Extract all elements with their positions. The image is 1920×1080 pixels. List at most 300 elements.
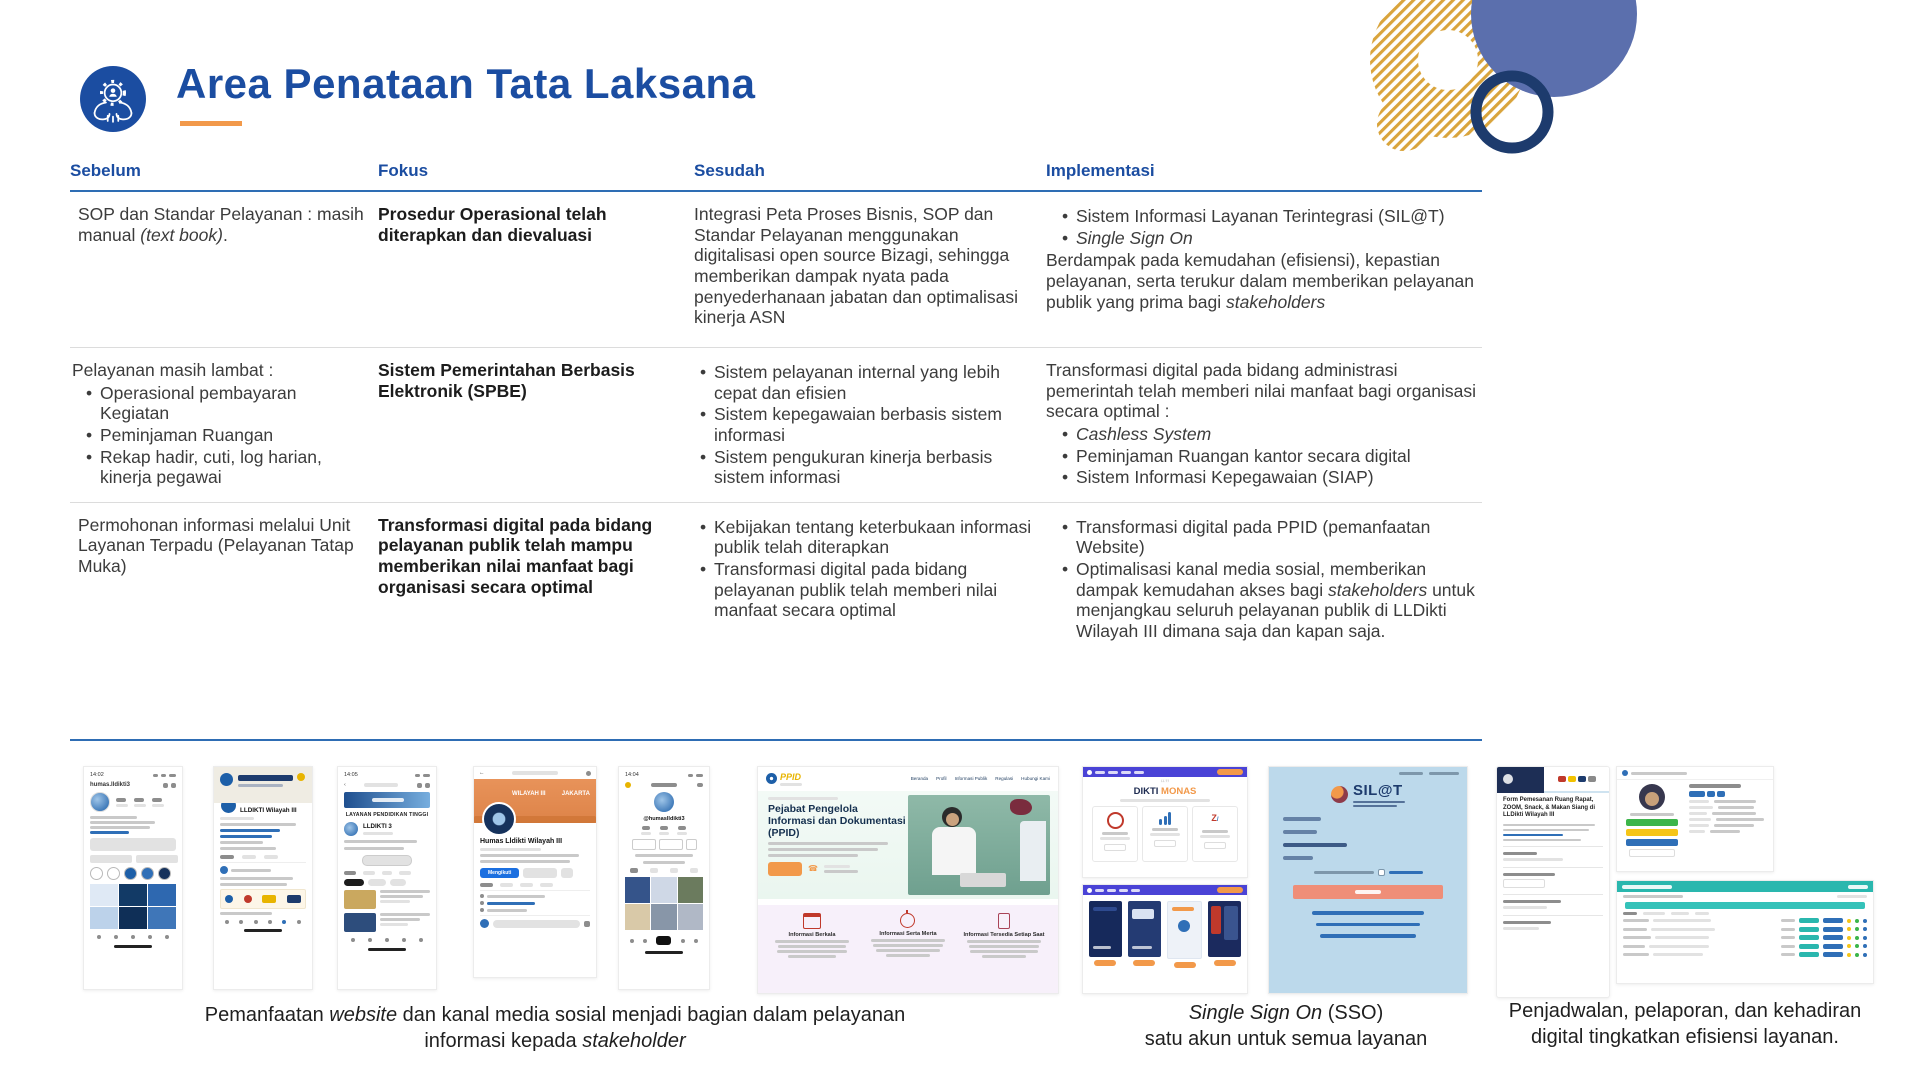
placeholder-bar: ‹ — [344, 782, 346, 788]
placeholder-bar — [268, 920, 272, 924]
placeholder-bar — [1095, 889, 1104, 892]
placeholder-bar — [364, 783, 398, 787]
table-header-row — [70, 161, 1482, 192]
placeholder-bar — [297, 920, 301, 924]
placeholder-bar: Transformasi digital pada bidang pelayanan publik telah mampu memberikan nilai manfaat bagi organisasi secara optimal — [378, 514, 653, 597]
placeholder-bar — [1107, 889, 1116, 892]
instagram-avatar — [90, 792, 110, 812]
placeholder-bar — [1558, 776, 1566, 782]
placeholder-bar — [1429, 772, 1459, 775]
placeholder-bar — [134, 798, 144, 802]
placeholder-bar — [500, 883, 513, 887]
placeholder-bar — [90, 855, 132, 863]
cell-sesudah-3 — [694, 515, 1034, 643]
placeholder-bar — [650, 868, 658, 873]
placeholder-bar — [688, 774, 693, 777]
placeholder-bar — [1689, 791, 1705, 797]
channel-banner — [344, 792, 430, 808]
placeholder-bar: • Sistem kepegawaian berbasis sistem informasi — [698, 404, 1034, 445]
placeholder-bar — [967, 940, 1040, 943]
placeholder-bar — [282, 920, 286, 924]
placeholder-bar — [480, 894, 590, 898]
placeholder-bar — [1087, 770, 1092, 775]
placeholder-bar — [220, 829, 280, 832]
placeholder-bar — [1353, 805, 1397, 808]
placeholder-bar — [220, 841, 263, 844]
cell-sebelum-1 — [70, 204, 366, 334]
placeholder-bar — [586, 771, 591, 776]
placeholder-bar — [1863, 953, 1867, 957]
placeholder-bar — [1503, 894, 1603, 909]
placeholder-bar: Prosedur Operasional telah diterapkan dan dievaluasi — [378, 204, 607, 245]
cell-sebelum-3 — [70, 515, 366, 643]
placeholder-bar — [163, 783, 176, 788]
placeholder-bar — [419, 938, 423, 942]
placeholder-bar — [778, 945, 845, 948]
placeholder-bar — [124, 867, 137, 880]
instagram-highlights — [90, 867, 176, 880]
cell-implementasi-2 — [1046, 360, 1482, 489]
placeholder-bar — [932, 827, 976, 875]
placeholder-bar — [474, 823, 596, 933]
placeholder-bar — [116, 798, 128, 807]
placeholder-bar — [788, 955, 836, 958]
placeholder-bar — [134, 798, 146, 807]
placeholder-bar — [244, 895, 252, 903]
placeholder-bar — [1104, 844, 1126, 851]
placeholder-bar — [1689, 818, 1711, 821]
column-header-sesudah: Sesudah — [694, 161, 765, 180]
placeholder-bar — [344, 782, 430, 788]
placeholder-bar — [1283, 856, 1313, 860]
ppid-logo-icon — [766, 773, 777, 784]
caption-digital — [1490, 998, 1880, 1051]
placeholder-bar — [1089, 901, 1122, 966]
blue-action-button — [1626, 839, 1678, 846]
placeholder-bar — [697, 783, 703, 787]
facebook-cover-photo — [214, 767, 312, 803]
placeholder-bar — [1214, 960, 1236, 966]
placeholder-bar — [1781, 945, 1795, 948]
placeholder-bar — [380, 918, 420, 921]
placeholder-bar — [120, 103, 131, 114]
placeholder-bar — [876, 949, 941, 952]
placeholder-bar — [368, 948, 406, 951]
instagram-profile-screenshot — [83, 766, 183, 990]
placeholder-bar — [1503, 846, 1603, 861]
placeholder-bar — [131, 935, 135, 939]
placeholder-bar: Pemanfaatan — [204, 1004, 330, 1026]
status-time: 14:02 — [90, 772, 104, 778]
placeholder-bar: DIKTI — [1133, 786, 1159, 797]
placeholder-bar — [1399, 772, 1423, 775]
placeholder-bar — [171, 783, 176, 788]
placeholder-bar — [982, 955, 1027, 958]
placeholder-bar — [480, 915, 590, 928]
placeholder-bar — [766, 772, 802, 786]
placeholder-bar — [1189, 1002, 1384, 1024]
placeholder-bar — [480, 848, 541, 851]
placeholder-bar — [90, 867, 103, 880]
placeholder-bar — [1010, 799, 1032, 815]
placeholder-bar — [1211, 906, 1221, 934]
placeholder-bar — [1283, 843, 1347, 847]
thumbnail-tile — [119, 884, 147, 906]
placeholder-bar — [1269, 782, 1467, 807]
placeholder-bar — [1094, 960, 1116, 966]
placeholder-bar — [906, 910, 909, 913]
placeholder-bar: • Operasional pembayaran Kegiatan — [84, 383, 366, 424]
placeholder-bar — [148, 935, 152, 939]
placeholder-bar — [254, 920, 258, 924]
placeholder-bar — [1316, 923, 1420, 927]
ppid-hero-title: Pejabat Pengelola Informasi dan Dokumentasi (PPID) — [768, 802, 906, 839]
placeholder-bar — [90, 826, 150, 829]
calendar-icon — [803, 913, 821, 929]
placeholder-bar — [90, 855, 176, 863]
placeholder-bar — [220, 889, 306, 909]
placeholder-bar — [1655, 936, 1709, 939]
placeholder-bar — [351, 938, 355, 942]
placeholder-bar — [625, 782, 631, 788]
placeholder-bar — [1108, 771, 1118, 774]
placeholder-bar — [1320, 934, 1416, 938]
placeholder-bar — [1159, 812, 1171, 825]
placeholder-bar — [480, 868, 590, 878]
placeholder-bar — [1623, 784, 1681, 857]
placeholder-bar — [220, 862, 306, 915]
placeholder-bar — [1622, 885, 1672, 889]
cell-implementasi-3 — [1046, 515, 1482, 643]
placeholder-bar — [659, 839, 683, 850]
placeholder-bar — [344, 890, 376, 909]
table-row-1 — [70, 192, 1482, 348]
placeholder-bar — [1823, 918, 1843, 923]
status-time: 14:05 — [344, 772, 358, 778]
placeholder-bar: (text book) — [140, 224, 223, 245]
placeholder-bar — [480, 883, 590, 887]
placeholder-bar — [635, 854, 694, 857]
page-title: Area Penataan Tata Laksana — [176, 60, 756, 107]
silat-logo-text: SIL@T — [1353, 782, 1403, 799]
placeholder-bar — [1132, 909, 1154, 919]
placeholder-bar — [769, 913, 855, 985]
placeholder-bar — [1717, 791, 1725, 797]
placeholder-bar — [1503, 921, 1551, 924]
placeholder-bar — [1503, 829, 1589, 832]
placeholder-bar — [1131, 889, 1140, 892]
phone-bottom-nav — [625, 936, 703, 945]
placeholder-bar — [1855, 919, 1859, 923]
placeholder-bar — [344, 871, 356, 875]
placeholder-bar — [512, 771, 558, 775]
placeholder-bar: Cashless System — [1076, 423, 1212, 444]
placeholder-bar: (SSO) — [1322, 1002, 1384, 1024]
placeholder-bar — [643, 861, 686, 864]
placeholder-bar — [1060, 467, 1482, 488]
placeholder-bar — [1208, 901, 1241, 966]
placeholder-bar — [1799, 918, 1819, 923]
placeholder-bar: Informasi Berkala — [788, 931, 836, 938]
siap-profile-screenshot — [1616, 766, 1774, 872]
placeholder-bar — [1503, 839, 1581, 842]
placeholder-bar — [1046, 250, 1482, 312]
silat-logo-icon — [1331, 786, 1348, 803]
ppid-hero-photo — [908, 795, 1050, 895]
placeholder-bar — [1689, 791, 1767, 797]
placeholder-bar — [1060, 559, 1482, 642]
placeholder-bar — [380, 923, 408, 926]
placeholder-bar — [1714, 824, 1754, 827]
placeholder-bar — [141, 867, 154, 880]
digital-report-table-screenshot — [1616, 880, 1874, 984]
placeholder-bar — [873, 944, 942, 947]
placeholder-bar — [425, 783, 430, 788]
placeholder-bar — [380, 913, 430, 926]
facebook-page-name: Humas Lldikti Wilayah III — [480, 838, 563, 845]
placeholder-bar — [220, 855, 234, 859]
placeholder-bar: Informasi Publik — [954, 776, 988, 782]
placeholder-bar — [824, 870, 858, 873]
placeholder-bar — [1855, 927, 1859, 931]
placeholder-bar — [415, 774, 430, 777]
placeholder-bar — [363, 871, 375, 875]
placeholder-bar — [480, 908, 590, 912]
placeholder-bar — [220, 877, 293, 880]
placeholder-bar — [625, 826, 703, 835]
placeholder-bar — [493, 920, 580, 928]
placeholder-bar: Penjadwalan, pelaporan, dan kehadiran digital tingkatkan efisiensi layanan. — [1508, 1000, 1862, 1049]
placeholder-bar — [1167, 901, 1202, 968]
placeholder-bar — [1718, 806, 1754, 809]
placeholder-bar — [1142, 806, 1188, 862]
placeholder-bar: Sistem Pemerintahan Berbasis Elektronik (SPBE) — [378, 360, 635, 401]
placeholder-bar — [758, 767, 1058, 791]
section-divider-line — [70, 739, 1482, 741]
placeholder-bar — [90, 838, 176, 851]
placeholder-bar — [1623, 895, 1683, 898]
ppid-logo-text: PPID — [780, 772, 802, 782]
placeholder-bar — [344, 913, 376, 932]
placeholder-bar — [344, 772, 430, 778]
phone-bottom-nav — [90, 935, 176, 939]
placeholder-bar — [380, 890, 430, 903]
placeholder-bar — [152, 798, 164, 807]
placeholder-bar — [1623, 936, 1651, 939]
placeholder-bar: • Transformasi digital pada bidang pelayanan publik telah memberi nilai manfaat secara optimal — [698, 559, 1034, 621]
placeholder-bar — [630, 939, 634, 943]
caption-media — [180, 1002, 930, 1055]
placeholder-bar: ☎ — [808, 864, 818, 874]
placeholder-bar: Beranda — [910, 776, 929, 782]
placeholder-bar — [1092, 806, 1138, 862]
placeholder-bar — [1353, 782, 1405, 807]
placeholder-bar — [487, 902, 535, 905]
placeholder-bar — [225, 920, 229, 924]
form-title: Form Pemesanan Ruang Rapat, ZOOM, Snack, & Makan Siang di LLDikti Wilayah III — [1503, 797, 1596, 818]
placeholder-bar — [1164, 816, 1167, 825]
placeholder-bar — [163, 783, 168, 788]
placeholder-bar — [1503, 900, 1561, 903]
placeholder-bar — [372, 798, 404, 802]
implementasi-2-bullets — [1046, 424, 1482, 488]
placeholder-bar: • Sistem pelayanan internal yang lebih cepat dan efisien — [698, 362, 1034, 403]
placeholder-bar — [1134, 771, 1144, 774]
silat-login-screenshot — [1268, 766, 1468, 994]
placeholder-bar — [231, 869, 271, 872]
placeholder-bar: Single Sign On — [1076, 227, 1193, 248]
placeholder-bar — [1503, 824, 1595, 827]
placeholder-bar — [1710, 830, 1740, 833]
placeholder-bar — [1159, 819, 1162, 825]
placeholder-bar — [1671, 912, 1689, 915]
placeholder-bar — [625, 772, 703, 778]
sesudah-3-bullets — [694, 517, 1034, 621]
placeholder-bar — [768, 854, 858, 857]
placeholder-bar — [1714, 800, 1756, 803]
placeholder-bar: stakeholder — [582, 1030, 686, 1053]
placeholder-bar — [220, 847, 276, 850]
placeholder-bar — [1269, 911, 1467, 938]
placeholder-bar — [380, 895, 423, 898]
placeholder-bar — [1121, 771, 1131, 774]
placeholder-bar — [1799, 944, 1819, 949]
placeholder-bar — [1689, 824, 1767, 827]
placeholder-bar — [1847, 919, 1851, 923]
placeholder-bar — [1060, 228, 1482, 249]
placeholder-bar — [107, 867, 120, 880]
placeholder-bar — [220, 773, 233, 786]
placeholder-bar — [382, 871, 392, 875]
document-icon — [998, 913, 1010, 929]
placeholder-bar — [480, 883, 493, 887]
placeholder-bar: SOP dan Standar Pelayanan : masih manual — [78, 204, 364, 245]
placeholder-bar — [642, 826, 650, 830]
placeholder-bar — [1689, 806, 1767, 809]
placeholder-bar — [1503, 915, 1603, 930]
placeholder-bar — [415, 774, 420, 777]
status-time: 14:04 — [625, 772, 639, 778]
placeholder-bar — [1082, 766, 1248, 878]
placeholder-bar — [625, 868, 703, 873]
placeholder-bar — [1389, 871, 1423, 874]
placeholder-bar — [1695, 912, 1709, 915]
placeholder-bar — [1089, 901, 1122, 957]
placeholder-bar — [1631, 772, 1687, 775]
placeholder-bar — [1132, 946, 1152, 949]
placeholder-bar — [1855, 953, 1859, 957]
ppid-contact-button — [768, 862, 802, 876]
placeholder-bar — [70, 515, 366, 577]
placeholder-bar: dan kanal media sosial menjadi bagian dalam pelayanan informasi kepada — [397, 1004, 906, 1053]
placeholder-bar — [153, 774, 176, 777]
placeholder-bar — [244, 929, 282, 932]
placeholder-bar — [1617, 892, 1873, 901]
placeholder-bar — [152, 798, 162, 802]
placeholder-bar — [238, 775, 293, 781]
placeholder-bar — [1503, 867, 1603, 888]
placeholder-bar — [1847, 936, 1851, 940]
thumbnail-tile — [678, 904, 703, 930]
placeholder-bar — [1617, 780, 1773, 861]
implementasi-1-bullets — [1046, 206, 1482, 248]
placeholder-bar — [656, 936, 671, 945]
placeholder-bar — [152, 804, 164, 807]
placeholder-bar — [1689, 812, 1707, 815]
placeholder-bar: website — [329, 1004, 398, 1026]
hatched-small-circle — [1377, 97, 1431, 151]
placeholder-bar — [645, 951, 683, 954]
placeholder-bar: Z/ — [1211, 813, 1219, 823]
placeholder-bar — [1649, 945, 1709, 948]
placeholder-bar: Pelayanan masih lambat : — [72, 360, 274, 380]
placeholder-bar — [1630, 813, 1674, 816]
placeholder-bar — [1823, 935, 1843, 940]
placeholder-bar — [768, 797, 838, 800]
placeholder-bar — [777, 950, 846, 953]
placeholder-bar — [1823, 944, 1843, 949]
placeholder-bar — [161, 774, 166, 777]
placeholder-bar — [625, 782, 703, 788]
placeholder-bar — [1355, 890, 1381, 894]
placeholder-bar — [1224, 906, 1238, 940]
cover-text-left: WILAYAH III — [512, 791, 546, 797]
placeholder-bar — [1837, 895, 1867, 898]
placeholder-bar — [1087, 888, 1092, 893]
placeholder-bar — [1418, 30, 1478, 90]
placeholder-bar — [1283, 830, 1317, 834]
placeholder-bar: Single Sign On — [1188, 1002, 1323, 1024]
placeholder-bar — [1204, 842, 1226, 849]
placeholder-bar — [775, 940, 848, 943]
placeholder-bar — [1202, 830, 1228, 833]
placeholder-bar — [1150, 833, 1180, 836]
placeholder-bar — [417, 783, 422, 788]
placeholder-bar — [1623, 928, 1647, 931]
placeholder-bar — [660, 826, 668, 830]
placeholder-bar — [214, 803, 312, 937]
placeholder-bar — [520, 883, 533, 887]
placeholder-bar: untuk menjangkau seluruh pelayanan publik di LLDikti Wilayah III dimana saja dan kapan saja. — [1076, 579, 1475, 642]
placeholder-bar — [1689, 800, 1709, 803]
placeholder-bar — [1823, 952, 1843, 957]
placeholder-bar — [1625, 902, 1866, 909]
facebook-cover-photo — [474, 779, 596, 823]
placeholder-bar: satu akun untuk semua layanan — [1144, 1028, 1428, 1051]
placeholder-bar — [220, 823, 296, 826]
placeholder-bar — [1269, 767, 1467, 780]
placeholder-bar — [169, 774, 176, 777]
placeholder-bar — [1855, 944, 1859, 948]
placeholder-bar — [362, 855, 412, 866]
portal-app-cards — [1083, 806, 1247, 862]
placeholder-bar — [1623, 944, 1867, 949]
hands-gear-icon — [80, 66, 146, 132]
thumbnail-tile — [625, 904, 650, 930]
placeholder-bar — [239, 920, 243, 924]
placeholder-bar — [686, 839, 697, 850]
placeholder-bar — [1283, 817, 1321, 821]
placeholder-bar — [1617, 910, 1873, 917]
caption-sso — [1106, 1000, 1466, 1053]
placeholder-bar — [1781, 928, 1795, 931]
placeholder-bar: Transformasi digital pada bidang administrasi pemerintah telah memberi nilai manfaat bagi organisasi secara optimal : — [1046, 360, 1476, 422]
placeholder-bar — [1060, 206, 1482, 227]
placeholder-bar — [1653, 919, 1711, 922]
placeholder-bar — [1623, 945, 1645, 948]
table-row-2 — [70, 348, 1482, 503]
placeholder-bar — [1095, 771, 1105, 774]
